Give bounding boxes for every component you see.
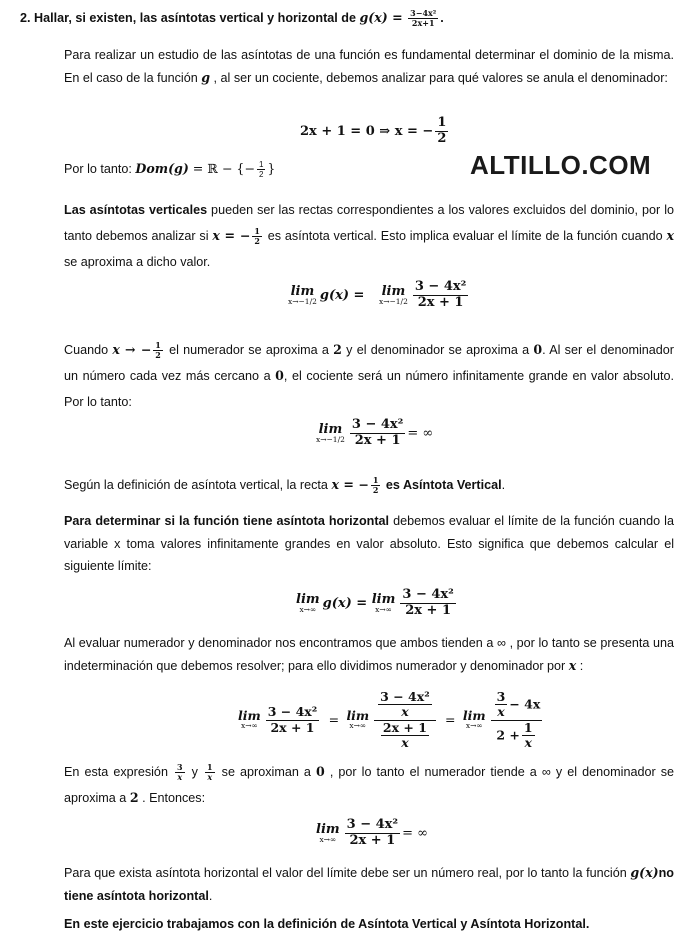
lim-word: lim [462,707,486,723]
fraction [495,690,508,720]
simplified-denominator [494,721,538,751]
text: , al ser un cociente, debemos analizar para qué valores se anula el denominador: [213,70,668,85]
limit-operator [372,593,396,614]
fraction [205,763,215,782]
fraction-denominator: 2 [254,236,260,247]
math-g: g [201,69,211,85]
fraction-denominator: 2x + 1 [270,719,315,735]
text: . Al ser el denominador un número cada vez más cercano a [64,343,674,383]
text: debemos evaluar el límite de la función cuando la variable x toma valores infinitamente grandes en valor absoluto. Esto significa que debemos calcular el siguiente límite: [64,514,674,573]
lim-word: lim [346,707,370,723]
text: es asíntota vertical. Esto implica evaluar el límite de la función cuando [263,229,667,243]
paragraph-approach [64,337,674,415]
equation-divide-by-x [238,690,544,751]
fraction-denominator: x [497,704,505,720]
fraction-denominator: 2x + 1 [417,294,464,310]
fraction [252,227,262,246]
text: , el cociente será un número infinitamente grande en valor absoluto. Por lo tanto: [64,369,674,409]
fraction [435,116,448,147]
fraction-numerator: 3 [496,689,506,704]
text: Por lo tanto: [64,162,132,177]
fraction-numerator: 3 − 4x² [380,689,430,704]
math-g: g(x) = [319,287,365,303]
limit-operator [316,823,340,844]
text: . [208,888,213,903]
fraction-denominator: 2x + 1 [349,832,396,848]
exercise-number: 2. [20,11,31,26]
fraction [350,418,405,449]
fraction-numerator: 1 [207,761,213,772]
fraction-denominator: x [524,735,532,751]
fraction-denominator: 2x + 1 [354,432,401,448]
text: y el denominador se aproxima a [341,343,534,357]
text: . [501,478,506,493]
text: , por lo tanto el numerador tiende a ∞ y el denominador se aproxima a [64,765,675,805]
math-number: 0 [533,342,543,357]
lim-subscript: x→∞ [240,721,258,731]
equation-result: = ∞ [407,425,434,441]
paragraph-vertical-asymptotes [64,197,674,275]
math-dom: Dom(g) [135,161,189,177]
limit-operator [238,707,261,731]
lim-subscript: x→∞ [375,604,392,614]
fraction [413,280,468,311]
fraction [345,818,400,849]
paragraph-indeterminate [64,632,674,677]
equation-denominator-zero [300,116,450,147]
math-x: x → − [112,342,152,357]
text: y [186,765,204,779]
math-x: x = − [331,477,369,493]
fraction [153,341,163,360]
lim-subscript: x→∞ [299,604,317,614]
text: : [576,658,584,673]
equation-limit-at-infinity [296,588,458,619]
text-bold: es Asíntota Vertical [382,478,502,493]
text: Cuando [64,343,113,357]
fraction-denominator: x [207,772,213,783]
fraction-numerator: 3 − 4x² [351,417,404,432]
text: En esta expresión [64,765,174,779]
lim-subscript: x→−1/2 [316,434,345,444]
fraction-numerator: 2x + 1 [382,719,427,735]
watermark-logo: ALTILLO.COM [470,150,652,180]
paragraph-vertical-conclusion [64,476,505,495]
title-period: . [440,11,444,26]
lim-word: lim [316,821,340,837]
equation-limit-vertical [288,280,470,311]
fraction-denominator: x [401,704,409,720]
math-x: x [568,657,577,673]
math-number: 0 [275,368,284,383]
fraction-denominator: 2 [258,170,264,180]
fraction-numerator: 3−4x² [410,8,437,18]
text: Según la definición de asíntota vertical, la recta [64,478,332,493]
fraction-denominator: 2 [372,485,379,496]
math-g: g(x) [630,865,659,880]
text: el numerador se aproxima a [164,343,334,357]
math-brace: } [267,161,276,177]
fraction-denominator: 2 [155,350,161,361]
fraction [257,160,265,179]
fraction-numerator: 3 − 4x² [346,817,399,832]
compound-numerator [374,690,436,721]
simplified-numerator [491,690,543,721]
function-label: g(x) = [359,10,403,26]
fraction-numerator: 1 [523,719,533,735]
fraction-numerator: 3 [177,761,183,772]
lim-word: lim [381,283,406,299]
fraction [522,721,535,751]
text: Al evaluar numerador y denominador nos encontramos que ambos tienden a ∞ , por lo tanto se presenta una indeterminación que debemos resolver; para ello dividimos numerador y denominador por [64,636,674,673]
fraction [266,705,320,735]
equals-sign: = [445,711,456,727]
term: 2 + [496,727,520,743]
fraction-numerator: 1 [372,475,379,485]
lim-subscript: x→−1/2 [288,296,317,306]
math-set: = ℝ − {− [188,161,255,177]
fraction-denominator: x [401,735,409,751]
text: se aproxima a dicho valor. [64,255,211,269]
fraction-denominator: 2x+1 [411,18,435,29]
text: se aproximan a [216,765,316,779]
limit-operator [316,423,345,444]
fraction-denominator: 2 [437,130,447,146]
paragraph-domain [64,160,275,179]
text-bold: Las asíntotas verticales [64,203,208,217]
limit-operator [462,707,486,731]
simplified-fraction [491,690,543,751]
term: − 4x [509,696,541,712]
equals-sign: = [328,711,340,727]
lim-subscript: x→−1/2 [378,296,408,306]
fraction [175,763,185,782]
fraction-numerator: 1 [258,160,264,169]
fraction [378,690,432,720]
math-number: 2 [333,342,342,357]
exercise-statement: Hallar, si existen, las asíntotas vertical y horizontal de [34,11,356,26]
text-bold: Para determinar si la función tiene asíntota horizontal [64,514,390,528]
paragraph-domain-intro [64,45,674,89]
fraction-numerator: 3 − 4x² [414,279,467,294]
math-number: 0 [315,764,325,779]
lim-word: lim [238,707,261,723]
fraction [400,588,455,619]
text-bold: no tiene asíntota horizontal [64,866,674,903]
lim-word: lim [296,591,320,607]
fraction-numerator: 1 [254,225,260,236]
equation-limit-result [316,818,428,849]
fraction-denominator: 2x + 1 [405,602,452,618]
fraction-numerator: 1 [155,339,161,350]
text: . Entonces: [138,791,206,805]
text: Para realizar un estudio de las asíntotas de una función es fundamental determinar el dominio de la misma. En el caso de la función [64,48,674,85]
fraction-denominator: x [177,772,183,783]
limit-operator [296,593,320,614]
math-g: g(x) = [322,595,368,611]
fraction-numerator: 1 [437,115,447,130]
text: pueden ser las rectas correspondientes a los valores excluidos del dominio, por lo tanto debemos analizar si [64,203,674,243]
function-fraction [408,9,438,28]
math-number: 2 [129,790,139,805]
equation-result: = ∞ [402,825,428,841]
compound-denominator [377,721,433,751]
limit-operator [346,707,370,731]
lim-word: lim [290,283,315,299]
paragraph-expression [64,759,674,811]
lim-word: lim [371,591,396,607]
exercise-title [20,9,444,28]
compound-fraction [374,690,436,751]
equation-limit-infinity [316,418,433,449]
paragraph-horizontal-conclusion [64,862,674,907]
fraction-numerator: 3 − 4x² [267,704,318,720]
math-x: x [666,228,675,243]
fraction-numerator: 3 − 4x² [402,587,454,602]
equation-lhs: 2x + 1 = 0 ⇒ x = − [300,123,434,139]
lim-subscript: x→∞ [319,834,337,844]
paragraph-horizontal-intro [64,510,674,578]
math-x: x = − [212,228,251,243]
limit-operator [288,285,317,306]
fraction [371,476,381,495]
lim-subscript: x→∞ [349,721,367,731]
closing-note: En este ejercicio trabajamos con la definición de Asíntota Vertical y Asíntota Horizontal. [64,917,590,931]
lim-word: lim [318,421,343,437]
limit-operator [379,285,408,306]
fraction [381,721,429,751]
text: Para que exista asíntota horizontal el valor del límite debe ser un número real, por lo tanto la función [64,866,631,880]
lim-subscript: x→∞ [465,721,483,731]
